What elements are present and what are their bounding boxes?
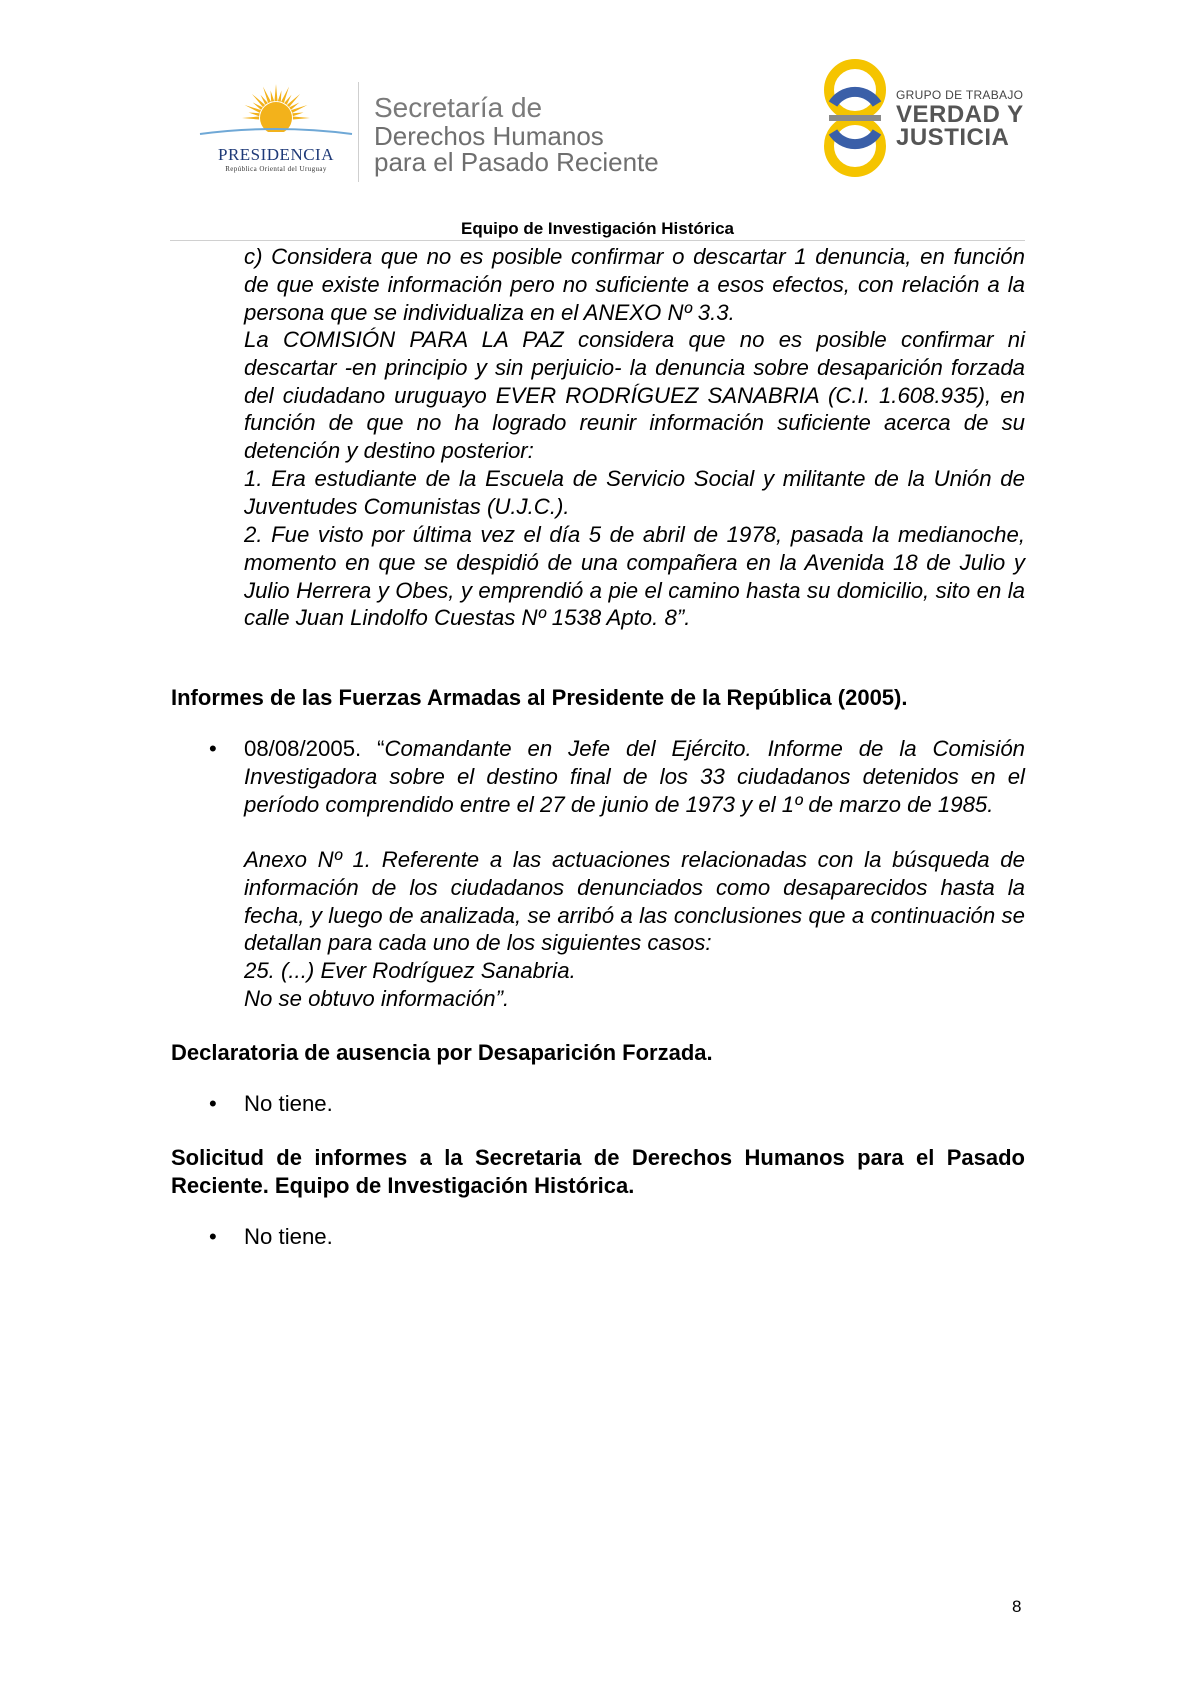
header-rule (170, 240, 1025, 241)
page-number: 8 (1012, 1597, 1022, 1616)
secretaria-line-3: para el Pasado Reciente (374, 147, 659, 177)
secretaria-line-2: Derechos Humanos (374, 121, 604, 151)
item-no-tiene-2: No tiene. (244, 1224, 333, 1249)
presidencia-name: PRESIDENCIA (217, 145, 334, 164)
vyj-justicia: JUSTICIA (896, 124, 1010, 151)
unit-title: Equipo de Investigación Histórica (461, 219, 734, 238)
presidencia-subtitle: República Oriental del Uruguay (225, 165, 327, 173)
heading-informes-ffaa: Informes de las Fuerzas Armadas al Presidente de la República (2005). (171, 685, 908, 710)
bullet-marker: • (209, 736, 217, 761)
paragraph-point-1: 1. Era estudiante de la Escuela de Servicio Social y militante de la Unión de Juventudes Comunistas (U.J.C.). (244, 466, 1025, 519)
item-no-tiene-1: No tiene. (244, 1091, 333, 1116)
heading-declaratoria: Declaratoria de ausencia por Desaparición Forzada. (171, 1040, 713, 1065)
vyj-verdad: VERDAD Y (896, 101, 1024, 128)
bullet-marker: • (209, 1224, 217, 1249)
bullet-marker: • (209, 1091, 217, 1116)
item-informe-2005 (244, 735, 1025, 818)
item-text: Comandante en Jefe del Ejército. Informe de la Comisión Investigadora sobre el destino final de los 33 ciudadanos detenidos en el período comprendido entre el 27 de junio de 1973 y el 1º de marzo de 1985. (244, 736, 1025, 817)
secretaria-line-1: Secretaría de (374, 92, 543, 123)
item-annex: Anexo Nº 1. Referente a las actuaciones relacionadas con la búsqueda de información de los ciudadanos denunciados como desaparecidos hasta la fecha, y luego de analizada, se arribó a las conclusiones que a continuación se detallan para cada uno de los siguientes casos: (244, 847, 1025, 956)
paragraph-comision-paz: La COMISIÓN PARA LA PAZ considera que no es posible confirmar ni descartar -en principio y sin perjuicio- la denuncia sobre desaparición forzada del ciudadano uruguayo EVER RODRÍGUEZ SANABRIA (C.I. 1.608.935), en función de que no ha logrado reunir información suficiente acerca de su detención y destino posterior: (244, 327, 1025, 464)
item-case: 25. (...) Ever Rodríguez Sanabria. (244, 958, 576, 983)
paragraph-c-considera: c) Considera que no es posible confirmar o descartar 1 denuncia, en función de que existe información pero no suficiente a esos efectos, con relación a la persona que se individualiza en el ANEXO Nº 3.3. (244, 244, 1025, 325)
paragraph-point-2: 2. Fue visto por última vez el día 5 de abril de 1978, pasada la medianoche, momento en que se despidió de una compañera en la Avenida 18 de Julio y Julio Herrera y Obes, y emprendió a pie el camino hasta su domicilio, sito en la calle Juan Lindolfo Cuestas Nº 1538 Apto. 8”. (244, 522, 1025, 631)
verdad-justicia-rings-logo (820, 56, 890, 180)
vyj-group-label: GRUPO DE TRABAJO (896, 88, 1024, 102)
item-date: 08/08/2005. “ (244, 736, 385, 761)
header-divider (358, 82, 359, 182)
item-result: No se obtuvo información”. (244, 986, 510, 1011)
heading-solicitud: Solicitud de informes a la Secretaria de Derechos Humanos para el Pasado Reciente. Equipo de Investigación Histórica. (171, 1145, 1025, 1198)
